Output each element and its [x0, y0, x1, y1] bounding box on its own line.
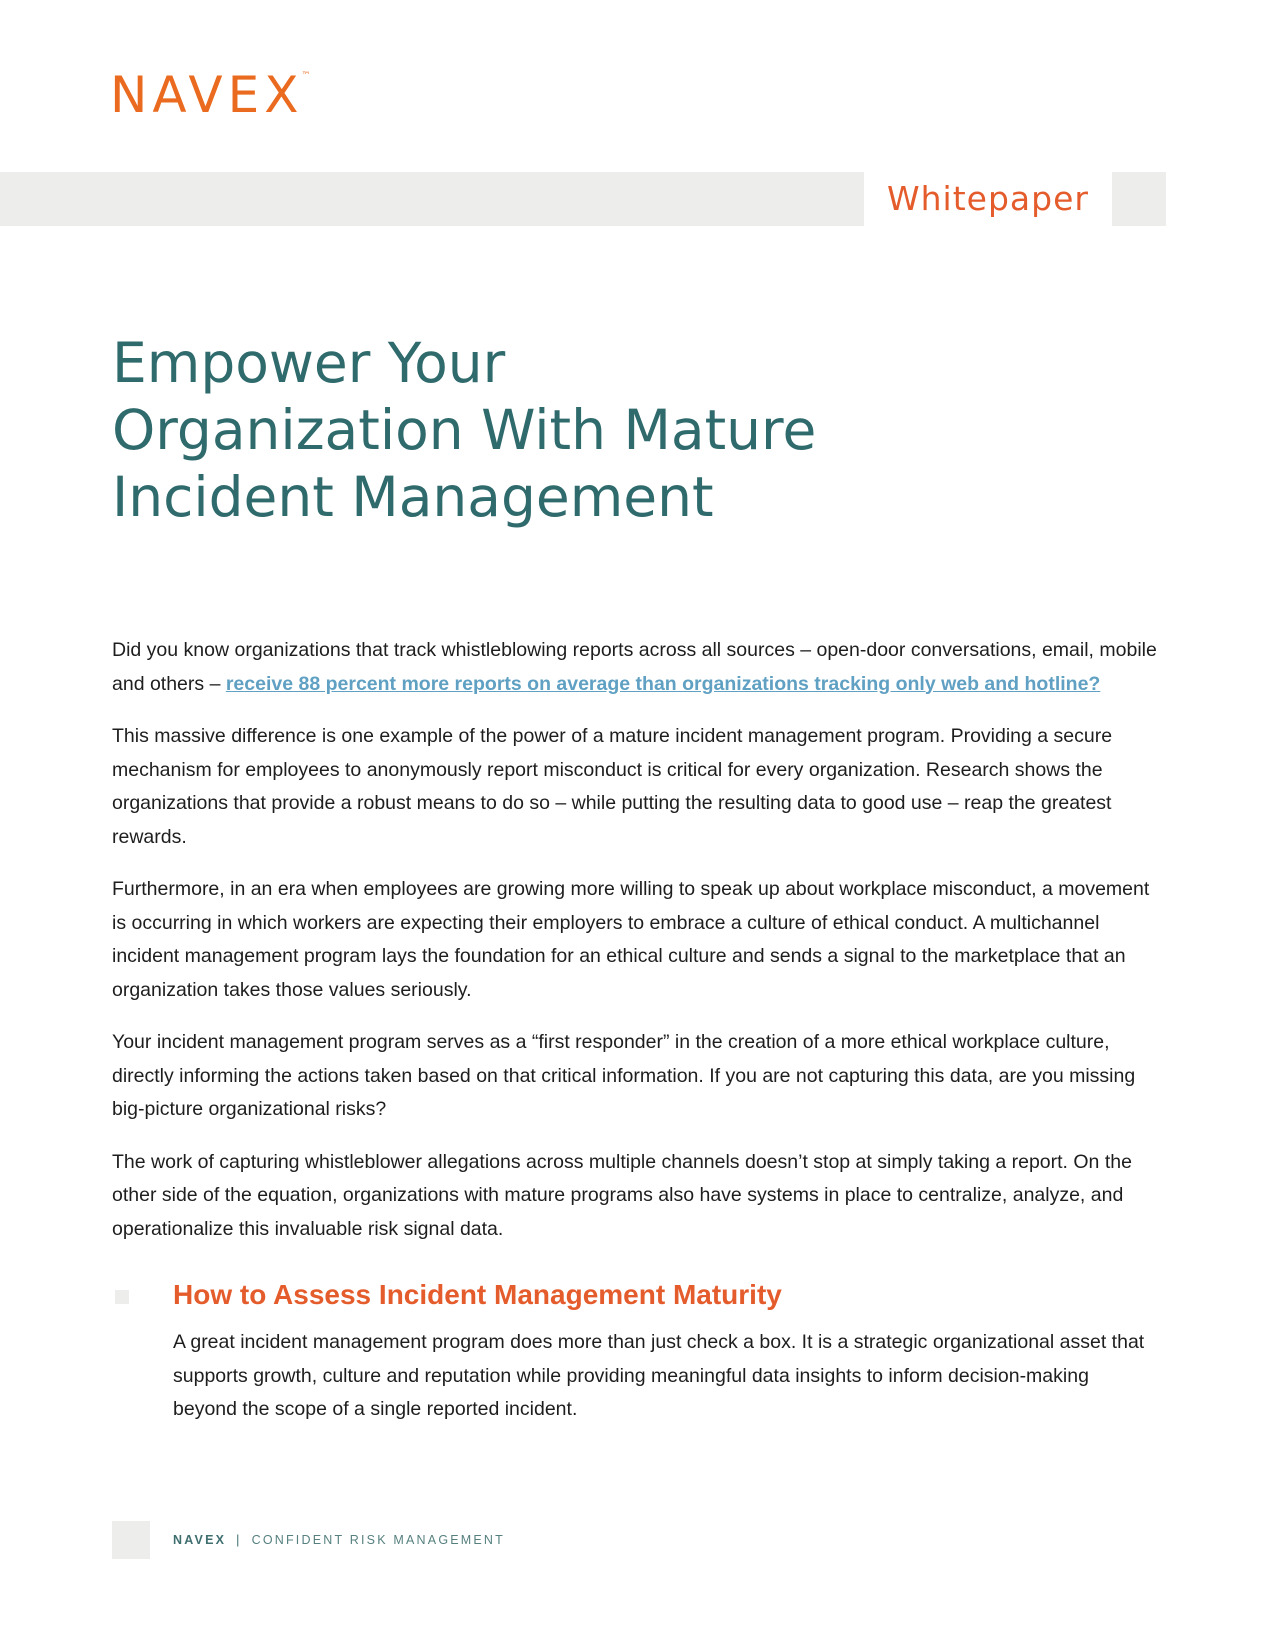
paragraph-5: The work of capturing whistleblower allegations across multiple channels doesn’t stop at simply taking a report. On the other side of the equation, organizations with mature programs also have systems in place to centralize, analyze, and operationalize this invaluable risk signal data. — [112, 1150, 1132, 1240]
page-title — [112, 330, 912, 531]
title-line-1: Empower Your — [112, 331, 506, 395]
section-heading: How to Assess Incident Management Maturity — [173, 1279, 782, 1310]
statistic-link[interactable]: receive 88 percent more reports on average than organizations tracking only web and hotline? — [225, 672, 1101, 695]
logo-trademark: ™ — [301, 71, 311, 81]
footer-separator: | — [236, 1533, 242, 1547]
paragraph-1-text: Did you know organizations that track whistleblowing reports across all sources – open-door conversations, email, mobile and others – — [112, 639, 1157, 695]
paragraph-3: Furthermore, in an era when employees are growing more willing to speak up about workplace misconduct, a movement is occurring in which workers are expecting their employers to embrace a culture of ethical conduct. A multichannel incident management program lays the foundation for an ethical culture and sends a signal to the marketplace that an organization takes those values seriously. — [112, 878, 1150, 1001]
header-band — [0, 172, 864, 226]
footer-tagline: CONFIDENT RISK MANAGEMENT — [251, 1533, 505, 1547]
title-line-2: Organization With Mature — [112, 398, 817, 462]
footer — [173, 1532, 505, 1548]
title-line-3: Incident Management — [112, 465, 714, 529]
footer-square — [112, 1521, 150, 1559]
paragraph-2: This massive difference is one example of the power of a mature incident management program. Providing a secure mechanism for employees to anonymously report misconduct is critical for every organization. Research shows the organizations that provide a robust means to do so – while putting the resulting data to good use – reap the greatest rewards. — [112, 725, 1113, 848]
logo-text: NAVEX — [110, 66, 304, 124]
footer-brand: NAVEX — [173, 1533, 227, 1547]
navex-logo — [110, 66, 311, 124]
paragraph-1 — [112, 634, 1167, 701]
header-band-square — [1112, 172, 1166, 226]
body-text — [112, 634, 1167, 1265]
section-paragraph: A great incident management program does more than just check a box. It is a strategic organizational asset that supports growth, culture and reputation while providing meaningful data insights to inform decision-making beyond the scope of a single reported incident. — [173, 1331, 1145, 1420]
document-type-label: Whitepaper — [887, 179, 1089, 218]
paragraph-4: Your incident management program serves as a “first responder” in the creation of a more ethical workplace culture, directly informing the actions taken based on that critical information. If you are not capturing this data, are you missing big-picture organizational risks? — [112, 1031, 1136, 1120]
section-marker-square — [115, 1290, 129, 1304]
